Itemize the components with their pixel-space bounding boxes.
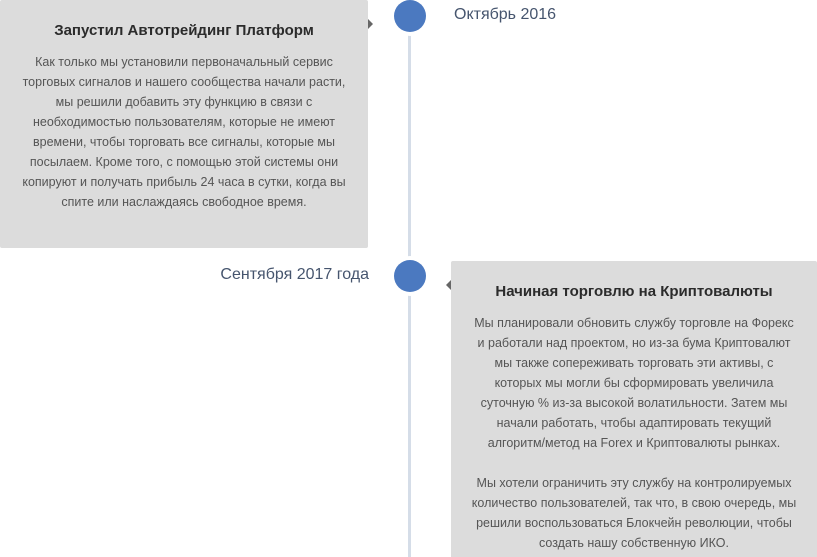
timeline-card-crypto (451, 261, 817, 557)
timeline-card-autotrading (0, 0, 368, 248)
timeline-dot (394, 260, 426, 292)
timeline-card-text: Мы хотели ограничить эту службу на контролируемых количество пользователей, так что, в свою очередь, мы решили воспользоваться Блокчейн революции, чтобы создать нашу собственную ИКО. (471, 476, 797, 550)
timeline-card-text: Мы планировали обновить службу торговле на Форекс и работали над проектом, но из-за бума Криптовалют мы также сопереживать торговать эти активы, с которых мы могли бы сформировать увеличила суточную % из-за высокой волатильности. Затем мы начали работать, чтобы адаптировать текущий алгоритм/метод на Forex и Криптовалюты рынках. (474, 316, 794, 450)
timeline-card-text: Как только мы установили первоначальный сервис торговых сигналов и нашего сообщества начали расти, мы решили добавить эту функцию в связи с необходимостью пользователям, которые не имеют времени, чтобы торговать все сигналы, которые мы посылаем. Кроме того, с помощью этой системы они копируют и получать прибыль 24 часа в сутки, когда вы спите или наслаждаясь свободное время. (22, 55, 346, 209)
timeline-date: Октябрь 2016 (454, 6, 557, 23)
timeline-card-title: Запустил Автотрейдинг Платформ (54, 22, 314, 39)
timeline-card-title: Начиная торговлю на Криптовалюты (495, 283, 773, 300)
timeline-date: Сентября 2017 года (220, 266, 369, 283)
card-pointer-arrow-icon (368, 19, 373, 29)
timeline-dot (394, 0, 426, 32)
